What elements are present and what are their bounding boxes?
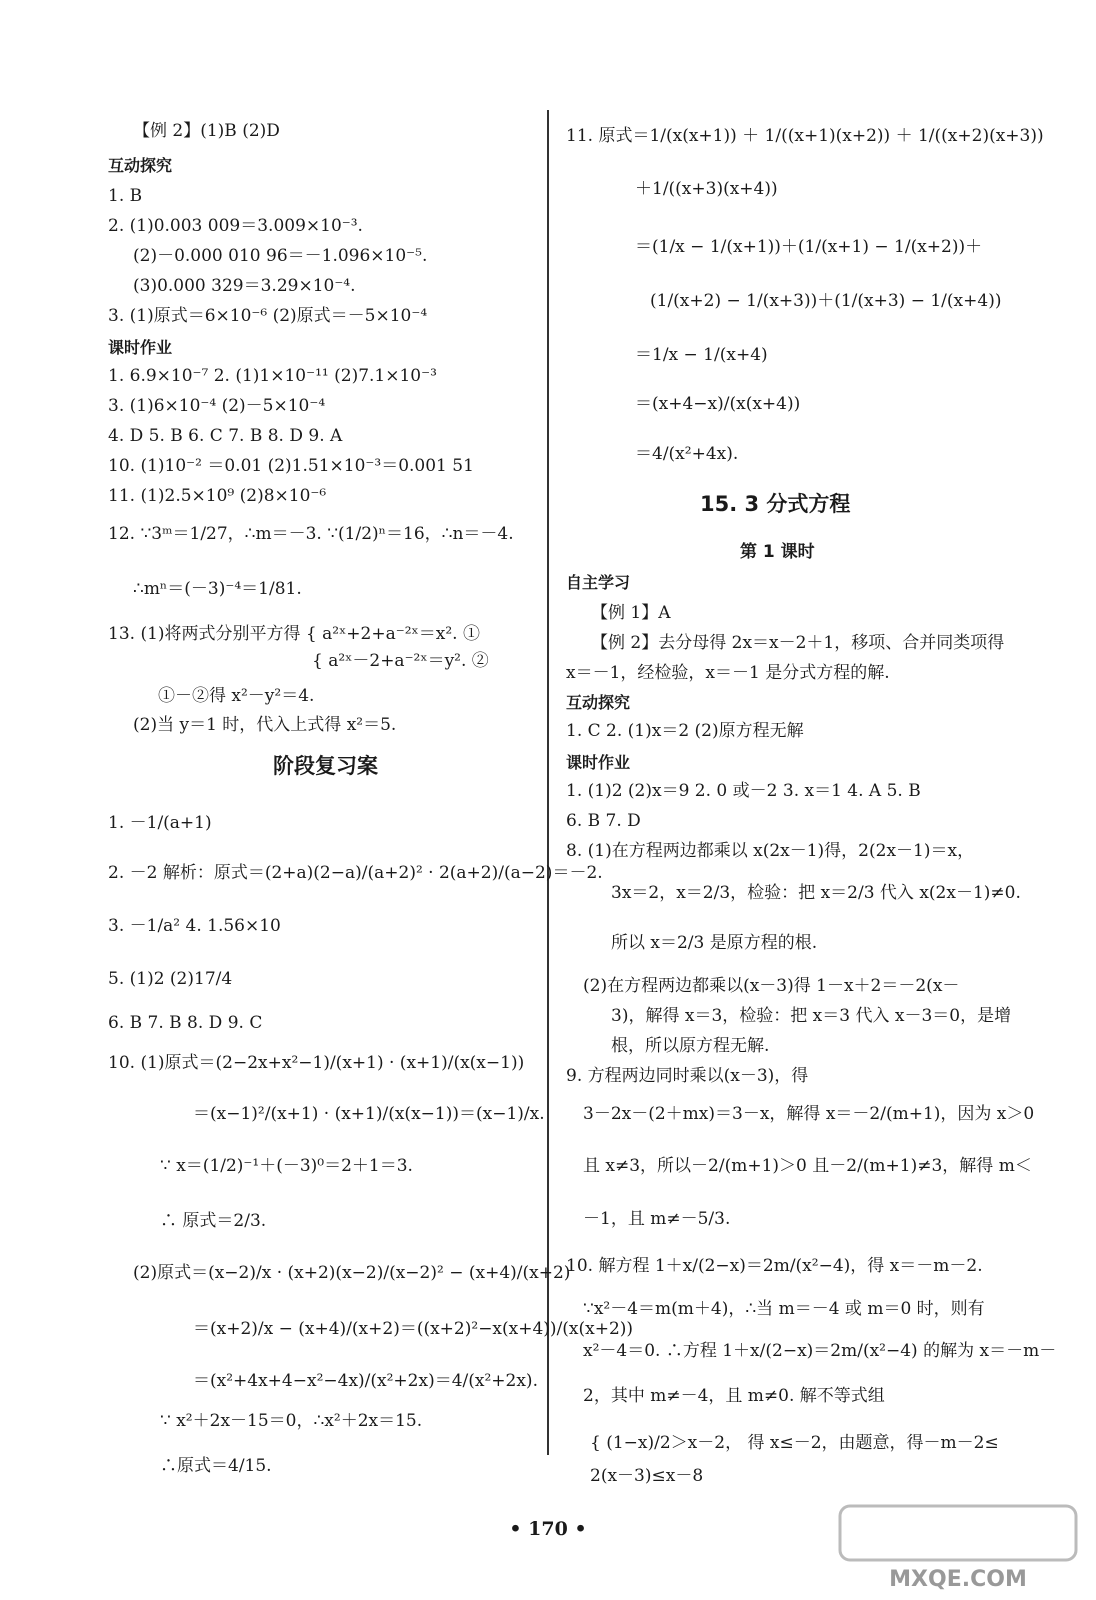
answer-line: 3－2x－(2＋mx)＝3－x，解得 x＝－2/(m+1)，因为 x＞0 bbox=[583, 1104, 1035, 1124]
answer-line: 13. (1)将两式分别平方得 { a²ˣ+2+a⁻²ˣ＝x². ① bbox=[108, 624, 480, 644]
answer-line: 3)，解得 x＝3，检验：把 x＝3 代入 x－3＝0，是增 bbox=[611, 1006, 1012, 1026]
answer-line: 8. (1)在方程两边都乘以 x(2x－1)得，2(2x－1)＝x， bbox=[566, 841, 975, 861]
answer-line: ∵ x＝(1/2)⁻¹＋(－3)⁰＝2＋1＝3. bbox=[160, 1156, 413, 1176]
answer-line: 6. B 7. D bbox=[566, 811, 641, 831]
answer-line: 11. (1)2.5×10⁹ (2)8×10⁻⁶ bbox=[108, 486, 327, 506]
answer-line: 3. (1)6×10⁻⁴ (2)－5×10⁻⁴ bbox=[108, 396, 326, 416]
answer-line: (2)原式＝(x−2)/x · (x+2)(x−2)/(x−2)² − (x+4)/(x+2) bbox=[133, 1263, 571, 1283]
answer-line: ＝(1/x − 1/(x+1))＋(1/(x+1) − 1/(x+2))＋ bbox=[635, 237, 983, 257]
left-section-title: 阶段复习案 bbox=[273, 754, 378, 778]
answer-line: 【例 2】(1)B (2)D bbox=[133, 121, 280, 141]
answer-line: 3x＝2，x＝2/3，检验：把 x＝2/3 代入 x(2x－1)≠0. bbox=[611, 883, 1021, 903]
answer-line: ＝(x+4−x)/(x(x+4)) bbox=[635, 394, 801, 414]
answer-line: ＝4/(x²+4x). bbox=[635, 444, 739, 464]
answer-line: 1. －1/(a+1) bbox=[108, 813, 212, 833]
answer-line: 12. ∵3ᵐ＝1/27，∴m＝－3. ∵(1/2)ⁿ＝16，∴n＝－4. bbox=[108, 524, 514, 544]
answer-line: 6. B 7. B 8. D 9. C bbox=[108, 1013, 263, 1033]
answer-line: (2)－0.000 010 96＝－1.096×10⁻⁵. bbox=[133, 246, 428, 266]
section-heading: 互动探究 bbox=[108, 156, 173, 175]
answer-line: (1/(x+2) − 1/(x+3))＋(1/(x+3) − 1/(x+4)) bbox=[650, 291, 1002, 311]
section-heading: 课时作业 bbox=[108, 338, 173, 357]
answer-line: (2)在方程两边都乘以(x－3)得 1－x＋2＝－2(x－ bbox=[583, 976, 960, 996]
section-heading: 自主学习 bbox=[566, 573, 631, 592]
section-heading: 互动探究 bbox=[566, 693, 631, 712]
answer-line: ＝(x−1)²/(x+1) · (x+1)/(x(x−1))＝(x−1)/x. bbox=[193, 1104, 545, 1124]
answer-line: (2)当 y＝1 时，代入上式得 x²＝5. bbox=[133, 715, 397, 735]
answer-line: ＝1/x − 1/(x+4) bbox=[635, 345, 768, 365]
answer-line: 根，所以原方程无解. bbox=[611, 1036, 770, 1056]
answer-line: 3. －1/a² 4. 1.56×10 bbox=[108, 916, 281, 936]
answer-line: 10. 解方程 1＋x/(2−x)＝2m/(x²−4)，得 x＝－m－2. bbox=[566, 1256, 983, 1276]
answer-line: 1. 6.9×10⁻⁷ 2. (1)1×10⁻¹¹ (2)7.1×10⁻³ bbox=[108, 366, 437, 386]
answer-line: { (1−x)/2＞x－2， 得 x≤－2，由题意，得－m－2≤ bbox=[590, 1433, 999, 1453]
answer-line: 1. C 2. (1)x＝2 (2)原方程无解 bbox=[566, 721, 804, 741]
answer-line: 4. D 5. B 6. C 7. B 8. D 9. A bbox=[108, 426, 343, 446]
answer-line: ＝(x²+4x+4−x²−4x)/(x²+2x)＝4/(x²+2x). bbox=[193, 1371, 538, 1391]
answer-line: 2，其中 m≠－4，且 m≠0. 解不等式组 bbox=[583, 1386, 885, 1406]
answer-line: 3. (1)原式＝6×10⁻⁶ (2)原式＝－5×10⁻⁴ bbox=[108, 306, 428, 326]
answer-line: 9. 方程两边同时乘以(x－3)，得 bbox=[566, 1066, 809, 1086]
answer-line: 10. (1)10⁻² ＝0.01 (2)1.51×10⁻³＝0.001 51 bbox=[108, 456, 474, 476]
answer-line: { a²ˣ－2+a⁻²ˣ＝y². ② bbox=[312, 651, 489, 671]
answer-line: 5. (1)2 (2)17/4 bbox=[108, 969, 233, 989]
answer-line: 1. B bbox=[108, 186, 143, 206]
right-sub-title: 第 1 课时 bbox=[740, 542, 815, 562]
answer-line: 2. (1)0.003 009＝3.009×10⁻³. bbox=[108, 216, 363, 236]
answer-line: 2(x－3)≤x－8 bbox=[590, 1466, 704, 1486]
right-section-title: 15. 3 分式方程 bbox=[700, 492, 851, 516]
answer-line: 【例 1】A bbox=[591, 603, 671, 623]
watermark-text: MXQE.COM bbox=[889, 1567, 1027, 1592]
answer-line: ∴mⁿ＝(－3)⁻⁴＝1/81. bbox=[133, 579, 302, 599]
answer-line: ＝(x+2)/x − (x+4)/(x+2)＝((x+2)²−x(x+4))/(x(x+2)) bbox=[193, 1319, 634, 1339]
answer-line: 且 x≠3，所以－2/(m+1)＞0 且－2/(m+1)≠3，解得 m＜ bbox=[583, 1156, 1032, 1176]
answer-line: －1，且 m≠－5/3. bbox=[583, 1209, 731, 1229]
answer-line: (3)0.000 329＝3.29×10⁻⁴. bbox=[133, 276, 356, 296]
answer-line: ∵x²－4＝m(m＋4)，∴当 m＝－4 或 m＝0 时，则有 bbox=[583, 1299, 985, 1319]
answer-line: ＋1/((x+3)(x+4)) bbox=[635, 179, 778, 199]
watermark-logo bbox=[838, 1504, 1078, 1594]
answer-line: ①－②得 x²－y²＝4. bbox=[158, 686, 315, 706]
column-divider bbox=[547, 110, 549, 1455]
answer-line: 11. 原式＝1/(x(x+1)) ＋ 1/((x+1)(x+2)) ＋ 1/((x+2)(x+3)) bbox=[566, 126, 1044, 146]
answer-line: ∴ 原式＝2/3. bbox=[160, 1211, 267, 1231]
answer-line: 10. (1)原式＝(2−2x+x²−1)/(x+1) · (x+1)/(x(x−1)) bbox=[108, 1053, 525, 1073]
answer-line: 【例 2】去分母得 2x＝x－2＋1，移项、合并同类项得 bbox=[591, 633, 1005, 653]
answer-line: 1. (1)2 (2)x＝9 2. 0 或－2 3. x＝1 4. A 5. B bbox=[566, 781, 921, 801]
answer-line: x²－4＝0. ∴方程 1＋x/(2−x)＝2m/(x²−4) 的解为 x＝－m－ bbox=[583, 1341, 1057, 1361]
answer-line: ∴原式＝4/15. bbox=[160, 1456, 272, 1476]
section-heading: 课时作业 bbox=[566, 753, 631, 772]
answer-line: 所以 x＝2/3 是原方程的根. bbox=[611, 933, 818, 953]
answer-line: x＝－1，经检验，x＝－1 是分式方程的解. bbox=[566, 663, 890, 683]
page-number: • 170 • bbox=[509, 1518, 587, 1540]
answer-line: ∵ x²＋2x－15＝0，∴x²＋2x＝15. bbox=[160, 1411, 423, 1431]
answer-line: 2. －2 解析：原式＝(2+a)(2−a)/(a+2)² · 2(a+2)/(a−2)＝－2. bbox=[108, 863, 603, 883]
